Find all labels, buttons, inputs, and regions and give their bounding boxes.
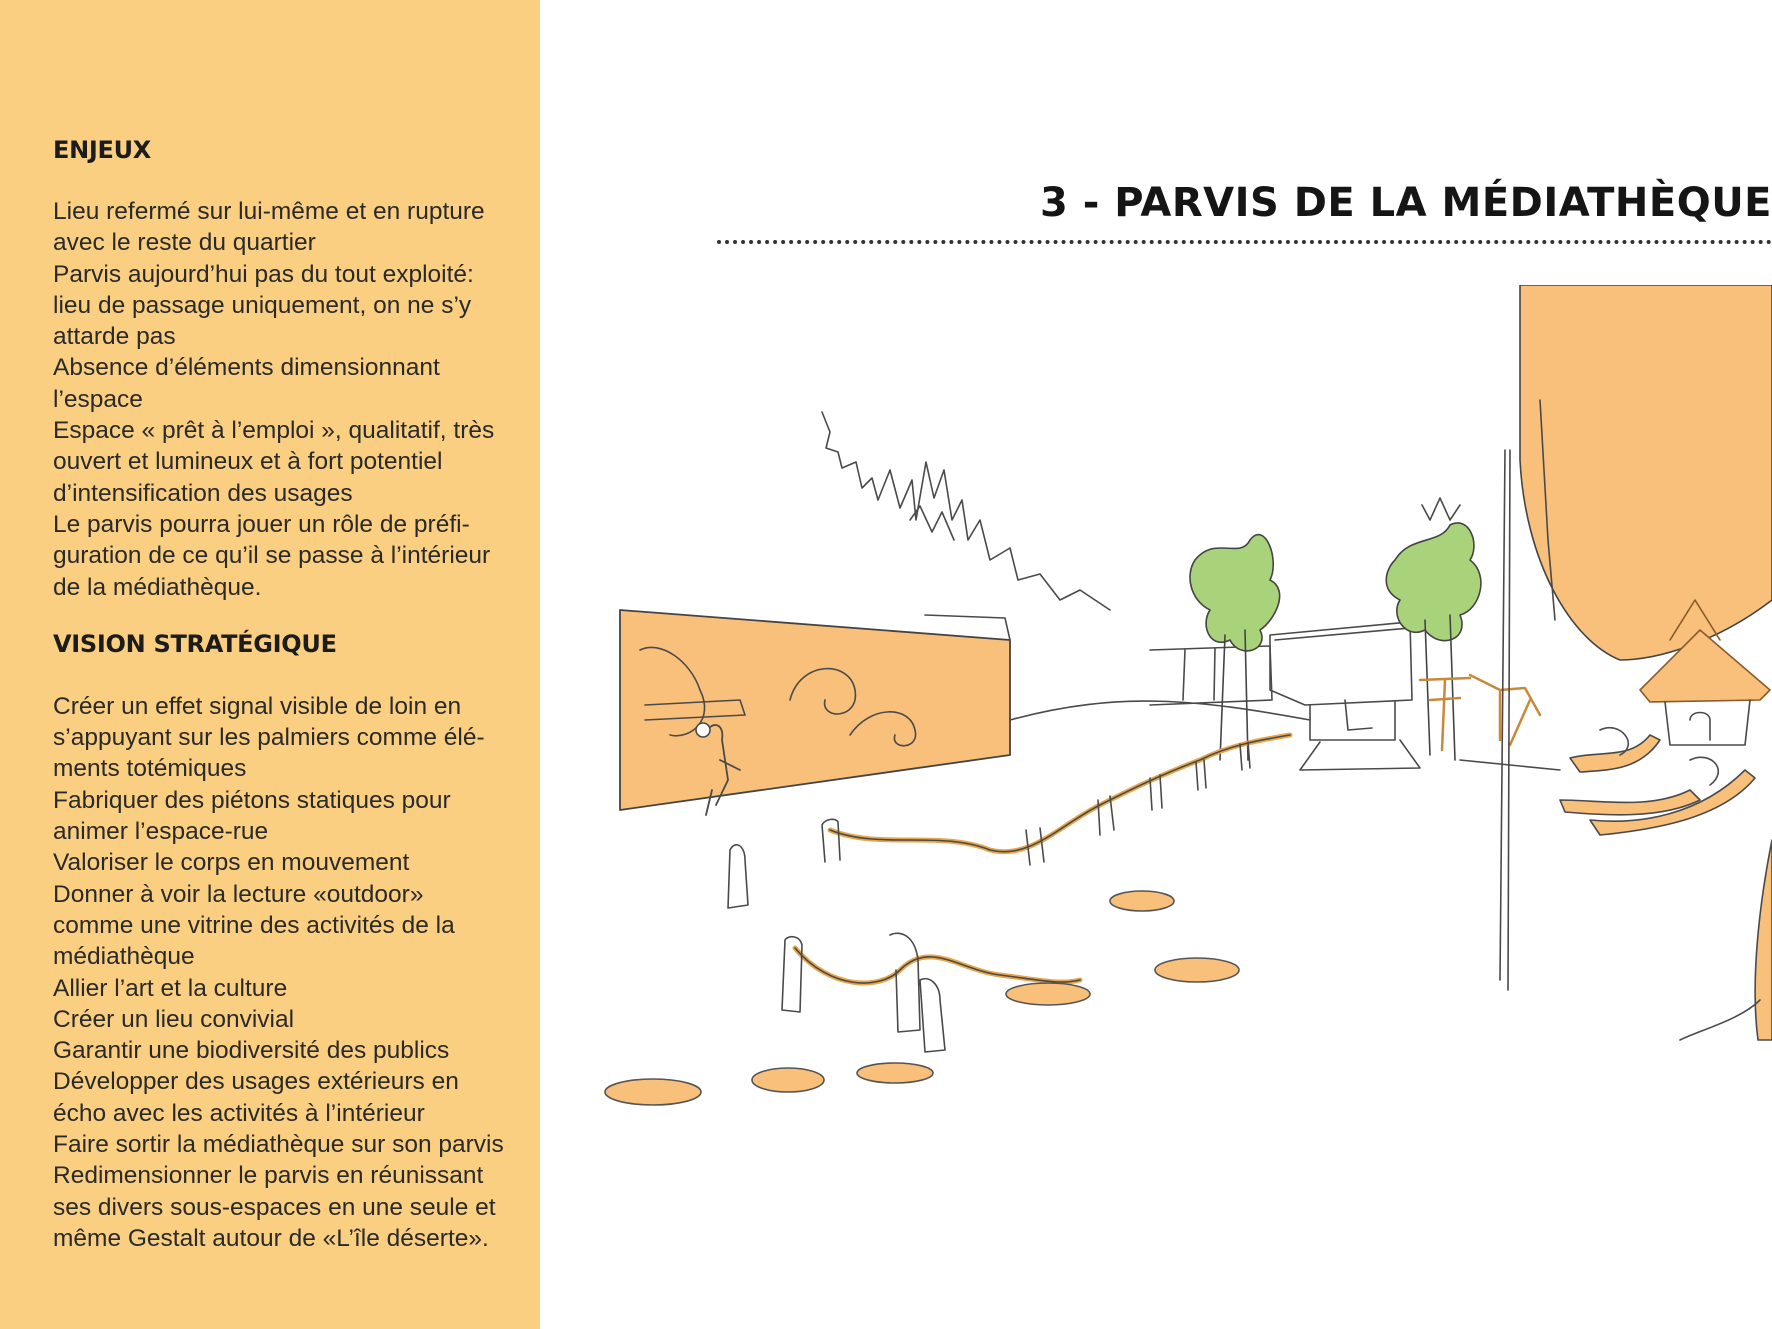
enjeux-line: avec le reste du quartier (53, 229, 316, 257)
enjeux-line: guration de ce qu’il se passe à l’intérieur (53, 542, 491, 570)
vision-line: Créer un effet signal visible de loin en (53, 692, 462, 720)
playground-ladders (1420, 675, 1540, 750)
vision-line: Donner à voir la lecture «outdoor» (53, 880, 424, 908)
page-title: 3 - PARVIS DE LA MÉDIATHÈQUE (1039, 180, 1772, 226)
vision-line: comme une vitrine des activités de la (53, 911, 455, 939)
vision-line: Redimensionner le parvis en réunissant (53, 1162, 484, 1190)
enjeux-line: de la médiathèque. (53, 573, 262, 601)
enjeux-line: l’espace (53, 385, 143, 413)
title-dotted-rule (717, 240, 1772, 244)
sidebar-content (53, 136, 523, 1254)
enjeux-line: Absence d’éléments dimensionnant (53, 354, 440, 382)
vision-line: Allier l’art et la culture (53, 974, 288, 1002)
palm-tree-left (1190, 535, 1280, 760)
sidebar-panel (0, 0, 540, 1329)
enjeux-line: attarde pas (53, 323, 176, 351)
enjeux-line: d’intensification des usages (53, 479, 353, 507)
vision-line: Fabriquer des piétons statiques pour (53, 786, 451, 814)
vision-line: Garantir une biodiversité des publics (53, 1037, 450, 1065)
enjeux-line: Espace « prêt à l’emploi », qualitatif, très (53, 417, 495, 445)
enjeux-heading: ENJEUX (53, 136, 151, 164)
enjeux-line: lieu de passage uniquement, on ne s’y (53, 291, 472, 319)
vision-line: s’appuyant sur les palmiers comme élé- (53, 724, 485, 752)
vision-line: Créer un lieu convivial (53, 1005, 295, 1033)
vision-line: animer l’espace-rue (53, 818, 269, 846)
orange-tree-canopy (1520, 285, 1772, 660)
vision-line: médiathèque (53, 943, 195, 971)
enjeux-line: Le parvis pourra jouer un rôle de préfi- (53, 510, 470, 538)
vision-line: Faire sortir la médiathèque sur son parvis (53, 1131, 504, 1159)
stepping-stones (605, 883, 1239, 1105)
vision-text (53, 691, 523, 1254)
lounge-chairs (1560, 728, 1755, 835)
vision-line: Développer des usages extérieurs en (53, 1068, 459, 1096)
enjeux-text (53, 196, 523, 603)
parvis-sketch-illustration (600, 285, 1772, 1145)
background-vegetation (822, 412, 1110, 610)
mural-wall (620, 610, 1010, 810)
rope-barrier-front (795, 948, 1080, 983)
vision-line: ses divers sous-espaces en une seule et (53, 1193, 496, 1221)
vision-heading: VISION STRATÉGIQUE (53, 629, 337, 658)
vision-line: même Gestalt autour de «L’île déserte». (53, 1224, 489, 1252)
enjeux-line: ouvert et lumineux et à fort potentiel (53, 448, 443, 476)
vision-line: écho avec les activités à l’intérieur (53, 1099, 425, 1127)
enjeux-line: Lieu refermé sur lui-même et en rupture (53, 198, 485, 225)
vision-line: ments totémiques (53, 755, 247, 783)
enjeux-line: Parvis aujourd’hui pas du tout exploité: (53, 260, 474, 288)
vision-line: Valoriser le corps en mouvement (53, 849, 410, 877)
